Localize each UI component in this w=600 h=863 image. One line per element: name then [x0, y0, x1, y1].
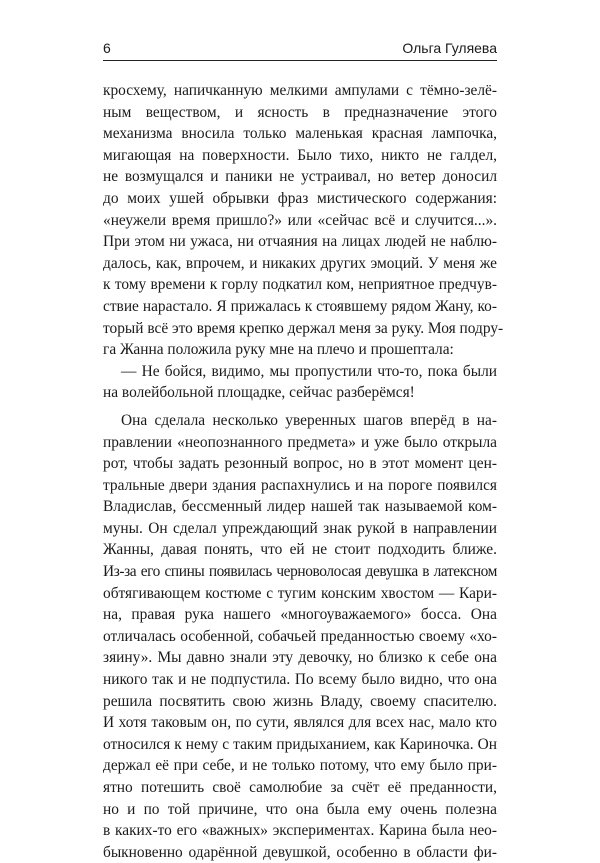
text-line: Жанны, давая понять, что ей не стоит подходить ближе. [103, 541, 497, 559]
text-line: ятно потешить своё самолюбие за счёт её преданности, [103, 779, 497, 796]
text-line: до моих ушей обрывки фраз мистического содержания: [103, 189, 497, 207]
text-line: рот, чтобы задать резонный вопрос, но в этот момент цен- [103, 455, 497, 473]
text-line: держал её при себе, и не только потому, что ему было при- [103, 757, 497, 775]
text-line: в каких-то его «важных» экспериментах. Карина была нео- [103, 822, 497, 840]
text-line: на, правая рука нашего «многоуважаемого» босса. Она [103, 606, 497, 624]
text-line: никого так и не подпустила. По всему было видно, что она [103, 671, 497, 689]
body-text [103, 80, 504, 863]
dialogue-line: — Не бойся, видимо, мы пропустили что-то, пока были [121, 362, 497, 380]
text-line: Она сделала несколько уверенных шагов вперёд в на- [121, 411, 497, 429]
dialogue-line: на волейбольной площадке, сейчас разберёмся! [103, 384, 415, 402]
running-head-author: Ольга Гуляева [402, 40, 497, 56]
text-line: правлении «неопознанного предмета» и уже было открыла [103, 433, 497, 451]
text-line: обтягивающем костюме с тугим конским хвостом — Кари- [103, 584, 497, 602]
text-line: Владислав, бессменный лидер нашей так называемой ком- [103, 498, 497, 516]
text-line: далось, как, впрочем, и никаких других эмоций. У меня же [103, 254, 497, 272]
text-line: но и по той причине, что она была ему очень полезна [103, 800, 497, 818]
page-number: 6 [103, 40, 111, 56]
text-line: к тому времени к горлу подкатил ком, неприятное предчув- [103, 276, 497, 294]
text-line: муны. Он сделал упреждающий знак рукой в направлении [103, 519, 497, 537]
text-line: ствие нарастало. Я прижалась к стоявшему рядом Жану, ко- [103, 297, 497, 315]
text-line: мигающая на поверхности. Было тихо, никто не галдел, [103, 146, 497, 164]
text-line: га Жанна положила руку мне на плечо и прошептала: [103, 341, 454, 359]
text-line: отличалась особенной, собачьей преданностью своему «хо- [103, 627, 497, 645]
text-line: «неужели время пришло?» или «сейчас всё и случится...». [103, 211, 497, 229]
text-line: И хотя таковым он, по сути, являлся для всех нас, мало кто [103, 714, 497, 732]
running-header [103, 40, 497, 61]
text-line: торый всё это время крепко держал меня за руку. Моя подру- [103, 319, 504, 337]
text-line: решила посвятить свою жизнь Владу, своему спасителю. [103, 692, 497, 710]
text-line: не возмущался и паники не устраивал, но ветер доносил [103, 168, 497, 186]
text-line: При этом ни ужаса, ни отчаяния на лицах людей не наблю- [103, 233, 497, 251]
text-line: относился к нему с таким придыханием, как Кариночка. Он [103, 735, 497, 753]
text-line: механизма вносила только маленькая красная лампочка, [103, 125, 497, 143]
text-line: кросхему, напичканную мелкими ампулами с тёмно-зелё- [103, 82, 497, 99]
text-line: Из-за его спины появилась черноволосая девушка в латексном [103, 563, 497, 581]
text-line: быкновенно одарённой девушкой, особенно в области фи- [103, 843, 497, 861]
text-line: тральные двери здания распахнулись и на пороге появился [103, 476, 497, 494]
text-line: ным веществом, и ясность в предназначение этого [103, 103, 497, 121]
text-line: зяину». Мы давно знали эту девочку, но близко к себе она [103, 649, 497, 667]
